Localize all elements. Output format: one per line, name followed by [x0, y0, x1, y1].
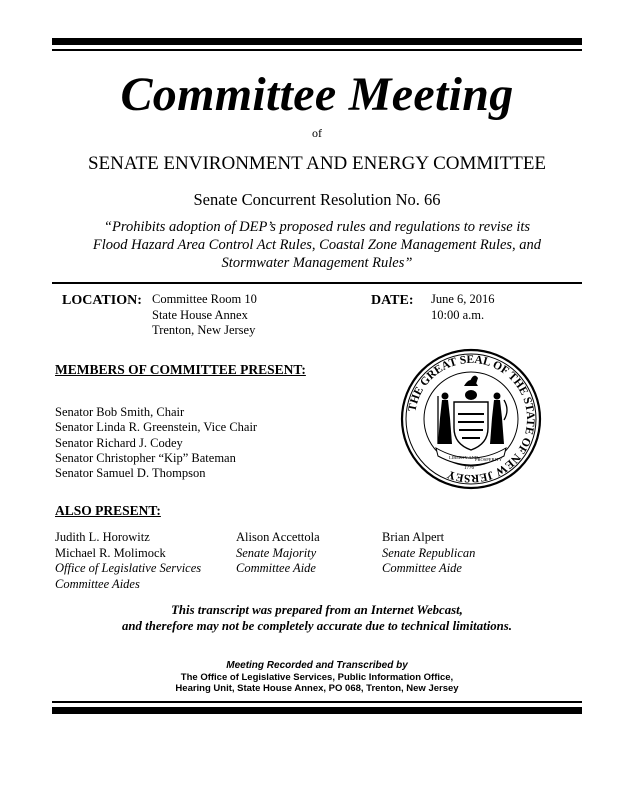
member-item: Senator Richard J. Codey — [55, 435, 183, 450]
seal-banner-left: LIBERTY AND — [449, 455, 479, 460]
document-title: Committee Meeting — [120, 68, 514, 121]
transcript-note — [52, 603, 582, 634]
subject-line: “Prohibits adoption of DEP’s proposed rules and regulations to revise its — [103, 219, 531, 235]
date-line: 10:00 a.m. — [431, 307, 485, 322]
members-heading: MEMBERS OF COMMITTEE PRESENT: — [55, 362, 306, 377]
also-present-heading: ALSO PRESENT: — [55, 503, 161, 518]
state-seal-icon — [400, 348, 542, 490]
recorded-heading: Meeting Recorded and Transcribed by — [226, 660, 408, 671]
staff-role: Senate Majority — [236, 545, 317, 560]
staff-name: Michael R. Molimock — [55, 545, 166, 560]
staff-role: Office of Legislative Services — [55, 561, 202, 575]
recorded-line: The Office of Legislative Services, Public Information Office, — [180, 671, 454, 683]
member-item: Senator Samuel D. Thompson — [55, 466, 206, 481]
member-item: Senator Bob Smith, Chair — [55, 405, 185, 419]
note-line: This transcript was prepared from an Internet Webcast, — [171, 603, 463, 617]
seal-banner-right: PROSPERITY — [475, 457, 503, 462]
location-label: LOCATION: — [62, 293, 142, 308]
note-line: and therefore may not be completely accurate due to technical limitations. — [122, 618, 512, 633]
staff-name: Judith L. Horowitz — [55, 530, 150, 544]
member-item: Senator Linda R. Greenstein, Vice Chair — [55, 420, 258, 435]
recorded-line: Hearing Unit, State House Annex, PO 068, Trenton, New Jersey — [175, 683, 459, 694]
location-divider — [52, 282, 582, 284]
location-address — [152, 292, 257, 339]
also-present-col-1 — [55, 530, 201, 592]
resolution-number: Senate Concurrent Resolution No. 66 — [193, 190, 441, 209]
subject-line: Flood Hazard Area Control Act Rules, Coastal Zone Management Rules, and — [92, 237, 542, 253]
committee-name: SENATE ENVIRONMENT AND ENERGY COMMITTEE — [87, 153, 547, 174]
location-line: Trenton, New Jersey — [152, 323, 256, 337]
seal-year: 1776 — [464, 466, 474, 471]
recorded-by — [52, 660, 582, 695]
staff-name: Brian Alpert — [382, 530, 445, 544]
subject-line: Stormwater Management Rules” — [221, 255, 413, 271]
top-rule-thick — [52, 38, 582, 45]
title-of: of — [312, 126, 322, 140]
seal-ring-text: THE GREAT SEAL OF THE STATE OF NEW JERSEY — [406, 353, 537, 485]
date-line: June 6, 2016 — [431, 292, 495, 306]
bottom-rule-thin — [52, 701, 582, 703]
staff-role: Committee Aides — [55, 576, 140, 591]
date-label: DATE: — [371, 293, 414, 308]
location-line: Committee Room 10 — [152, 292, 257, 306]
members-list — [55, 405, 257, 481]
also-present-col-2 — [236, 530, 320, 577]
top-rule-thin — [52, 49, 582, 51]
bottom-rule-thick — [52, 707, 582, 714]
resolution-subject — [52, 218, 582, 272]
staff-role: Committee Aide — [236, 561, 316, 575]
staff-name: Alison Accettola — [236, 530, 320, 544]
staff-role: Senate Republican — [382, 545, 476, 560]
also-present-col-3 — [382, 530, 475, 577]
location-line: State House Annex — [152, 307, 248, 322]
staff-role: Committee Aide — [382, 561, 462, 575]
date-value — [431, 292, 495, 323]
member-item: Senator Christopher “Kip” Bateman — [55, 450, 236, 465]
